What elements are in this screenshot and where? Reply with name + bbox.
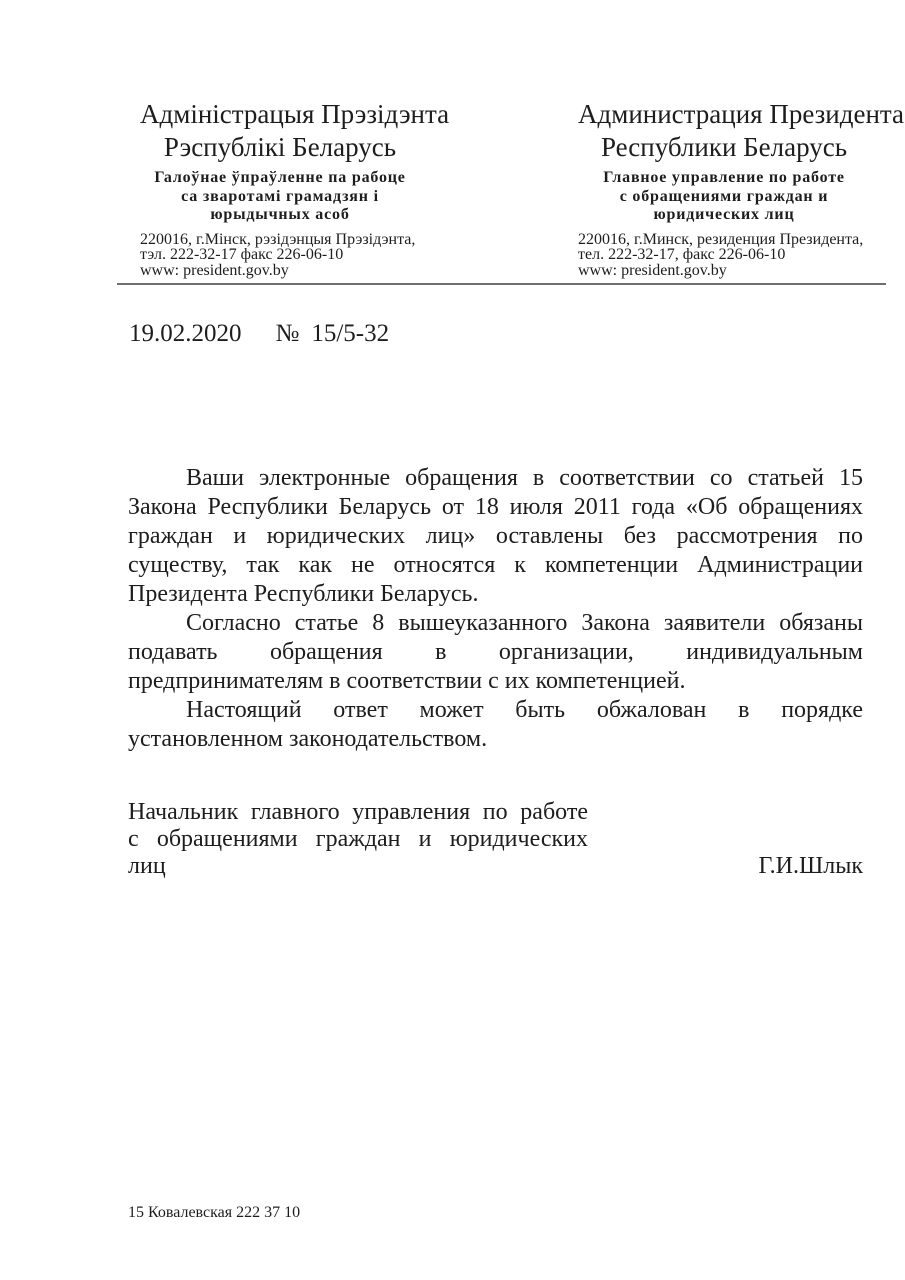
address-ru-line1: 220016, г.Минск, резиденция Президента, — [578, 230, 864, 248]
website-by: www: president.gov.by — [140, 261, 289, 279]
org-name-ru — [578, 98, 905, 164]
body-line: существу, так как не относятся к компетенции Администрации — [128, 552, 863, 578]
address-ru-line2: тел. 222-32-17, факс 226-06-10 — [578, 246, 786, 263]
org-name-by-line2: Рэспублікі Беларусь — [163, 132, 397, 162]
department-ru-line1: Главное управление по работе — [603, 169, 845, 186]
letter-body — [128, 464, 863, 754]
letterhead-belarusian — [140, 98, 450, 279]
body-line: Президента Республики Беларусь. — [128, 581, 479, 607]
body-line: Настоящий ответ может быть обжалован в порядке — [186, 697, 863, 723]
body-line: подавать обращения в организации, индивидуальным — [128, 639, 863, 665]
signatory-name: Г.И.Шлык — [758, 853, 863, 879]
body-line: граждан и юридических лиц» оставлены без рассмотрения по — [128, 523, 863, 549]
address-by-line1: 220016, г.Мінск, рэзідэнцыя Прэзідэнта, — [140, 230, 416, 248]
signatory-title-line: с обращениями граждан и юридических — [128, 826, 588, 852]
org-name-ru-line1: Администрация Президента — [578, 99, 905, 129]
org-name-by — [140, 98, 450, 164]
department-ru-line2: с обращениями граждан и — [619, 187, 829, 205]
signature-block — [128, 799, 863, 880]
department-name-ru — [578, 169, 870, 225]
body-line: Закона Республики Беларусь от 18 июля 2011 года «Об обращениях — [128, 494, 863, 520]
signatory-title-line: Начальник главного управления по работе — [128, 799, 588, 825]
address-block-ru — [578, 232, 870, 279]
department-by-line1: Галоўнае ўпраўленне па рабоце — [154, 169, 406, 186]
reference-line — [129, 320, 389, 348]
signatory-title — [128, 799, 588, 880]
letterhead-russian — [578, 98, 905, 279]
executor-note: 15 Ковалевская 222 37 10 — [128, 1204, 301, 1221]
website-ru: www: president.gov.by — [578, 261, 727, 279]
signatory-title-line: лиц — [128, 853, 166, 879]
address-block-by — [140, 232, 420, 279]
address-by-line2: тэл. 222-32-17 факс 226-06-10 — [140, 246, 344, 263]
org-name-by-line1: Адміністрацыя Прэзідэнта — [140, 99, 450, 129]
body-line: Ваши электронные обращения в соответствии со статьей 15 — [186, 465, 863, 491]
department-by-line3: юрыдычных асоб — [210, 206, 350, 223]
letter-number: 15/5-32 — [311, 320, 390, 347]
org-name-ru-line2: Республики Беларусь — [600, 132, 848, 162]
department-name-by — [140, 169, 420, 225]
body-line: предпринимателям в соответствии с их компетенцией. — [128, 668, 686, 694]
numero-sign: № — [275, 320, 300, 347]
letter-date: 19.02.2020 — [129, 320, 242, 347]
body-line: установленном законодательством. — [128, 726, 488, 752]
department-ru-line3: юридических лиц — [653, 206, 795, 223]
letterhead-divider — [117, 283, 886, 285]
body-line: Согласно статье 8 вышеуказанного Закона заявители обязаны — [186, 610, 863, 636]
department-by-line2: са зваротамі грамадзян і — [181, 187, 379, 205]
